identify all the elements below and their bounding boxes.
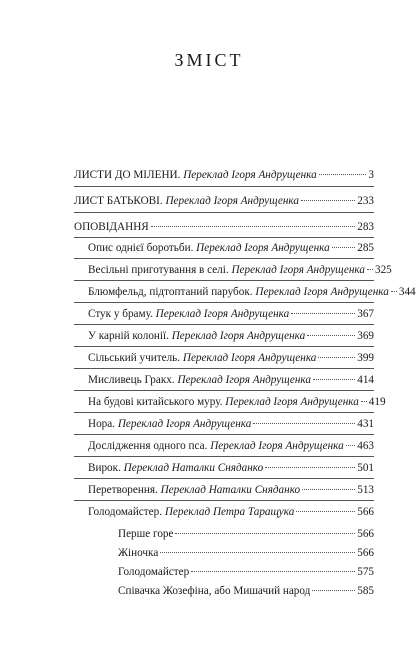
divider	[74, 280, 374, 281]
dot-leader	[312, 590, 355, 591]
entry-title: Вирок.	[88, 462, 121, 474]
toc-entry[interactable]	[88, 395, 386, 409]
entry-page: 566	[357, 506, 374, 518]
toc-entry[interactable]	[88, 351, 374, 365]
entry-translator: Переклад Ігоря Андрущенка	[165, 195, 299, 207]
entry-translator: Переклад Ігоря Андрущенка	[225, 396, 359, 408]
entry-page: 575	[357, 566, 374, 578]
dot-leader	[346, 445, 356, 446]
toc-entry[interactable]	[88, 285, 416, 299]
entry-title: Опис однієї боротьби.	[88, 242, 194, 254]
dot-leader	[313, 379, 355, 380]
divider	[74, 500, 374, 501]
dot-leader	[319, 174, 367, 175]
toc-entry[interactable]	[88, 417, 374, 431]
entry-title: Жіночка	[118, 547, 159, 559]
toc-entry[interactable]	[74, 168, 374, 182]
divider	[74, 434, 374, 435]
divider	[74, 456, 374, 457]
entry-translator: Переклад Ігоря Андрущенка	[177, 374, 311, 386]
dot-leader	[296, 511, 355, 512]
entry-page: 585	[357, 585, 374, 597]
toc-entry[interactable]	[118, 565, 374, 579]
dot-leader	[367, 269, 373, 270]
toc-entry[interactable]	[88, 263, 392, 277]
entry-page: 513	[357, 484, 374, 496]
divider	[74, 302, 374, 303]
entry-page: 414	[357, 374, 374, 386]
toc-entry[interactable]	[88, 439, 374, 453]
divider	[74, 258, 374, 259]
dot-leader	[291, 313, 355, 314]
entry-translator: Переклад Наталки Сняданко	[123, 462, 264, 474]
entry-translator: Переклад Ігоря Андрущенка	[117, 418, 252, 430]
entry-page: 3	[368, 169, 374, 181]
toc-entry[interactable]	[88, 241, 374, 255]
dot-leader	[318, 357, 355, 358]
dot-leader	[175, 533, 355, 534]
entry-page: 566	[357, 547, 374, 559]
entry-translator: Переклад Наталки Сняданко	[160, 484, 301, 496]
dot-leader	[332, 247, 356, 248]
entry-translator: Переклад Ігоря Андрущенка	[155, 308, 290, 320]
entry-title: Мисливець Гракх.	[88, 374, 175, 386]
dot-leader	[191, 571, 355, 572]
dot-leader	[307, 335, 355, 336]
divider	[74, 346, 374, 347]
toc-entry[interactable]	[74, 220, 374, 234]
divider	[74, 368, 374, 369]
entry-translator: Переклад Ігоря Андрущенка	[183, 169, 317, 181]
entry-translator: Переклад Ігоря Андрущенка	[255, 286, 389, 298]
entry-page: 367	[357, 308, 374, 320]
entry-page: 325	[374, 264, 392, 276]
dot-leader	[151, 226, 355, 227]
dot-leader	[160, 552, 355, 553]
dot-leader	[265, 467, 355, 468]
entry-page: 399	[357, 352, 374, 364]
toc-entry[interactable]	[74, 194, 374, 208]
entry-title: ЛИСТ БАТЬКОВІ.	[74, 195, 163, 207]
entry-title: Блюмфельд, підтоптаний парубок.	[88, 286, 253, 298]
entry-page: 344	[398, 286, 416, 298]
toc-entry[interactable]	[88, 373, 374, 387]
entry-title: Голодомайстер	[118, 566, 190, 578]
entry-translator: Переклад Петра Таращука	[164, 506, 295, 518]
divider	[74, 390, 374, 391]
entry-page: 283	[357, 221, 374, 233]
dot-leader	[361, 401, 367, 402]
entry-title: Стук у браму.	[88, 308, 153, 320]
divider	[74, 324, 374, 325]
toc-entry[interactable]	[88, 307, 374, 321]
toc-entry[interactable]	[88, 461, 374, 475]
entry-title: ОПОВІДАННЯ	[74, 221, 149, 233]
entry-title: Весільні приготування в селі.	[88, 264, 229, 276]
divider	[74, 412, 374, 413]
divider	[74, 237, 374, 238]
entry-page: 431	[357, 418, 374, 430]
entry-title: На будові китайського муру.	[88, 396, 223, 408]
entry-translator: Переклад Ігоря Андрущенка	[231, 264, 365, 276]
entry-page: 501	[357, 462, 374, 474]
entry-page: 463	[357, 440, 374, 452]
toc-entry[interactable]	[118, 527, 374, 541]
entry-title: Нора.	[88, 418, 116, 430]
entry-translator: Переклад Ігоря Андрущенка	[182, 352, 317, 364]
entry-page: 369	[357, 330, 374, 342]
toc-entry[interactable]	[118, 546, 374, 560]
toc-entry[interactable]	[118, 584, 374, 598]
entry-title: ЛИСТИ ДО МІЛЕНИ.	[74, 169, 181, 181]
entry-page: 233	[357, 195, 374, 207]
entry-title: Співачка Жозефіна, або Мишачий народ	[118, 585, 311, 597]
divider	[74, 186, 374, 187]
entry-title: Перше горе	[118, 528, 174, 540]
dot-leader	[391, 291, 397, 292]
entry-title: Перетворення.	[88, 484, 158, 496]
toc-entry[interactable]	[88, 505, 374, 519]
entry-title: Дослідження одного пса.	[88, 440, 208, 452]
entry-page: 419	[368, 396, 386, 408]
entry-translator: Переклад Ігоря Андрущенка	[210, 440, 344, 452]
entry-translator: Переклад Ігоря Андрущенка	[196, 242, 330, 254]
entry-translator: Переклад Ігоря Андрущенка	[171, 330, 306, 342]
divider	[74, 212, 374, 213]
entry-title: У карній колонії.	[88, 330, 169, 342]
toc-entry[interactable]	[88, 329, 374, 343]
page-title: ЗМІСТ	[174, 50, 244, 70]
toc-entry[interactable]	[88, 483, 374, 497]
entry-page: 285	[357, 242, 374, 254]
dot-leader	[253, 423, 355, 424]
entry-title: Голодомайстер.	[88, 506, 163, 518]
dot-leader	[302, 489, 355, 490]
dot-leader	[301, 200, 355, 201]
divider	[74, 478, 374, 479]
entry-page: 566	[357, 528, 374, 540]
entry-title: Сільський учитель.	[88, 352, 181, 364]
